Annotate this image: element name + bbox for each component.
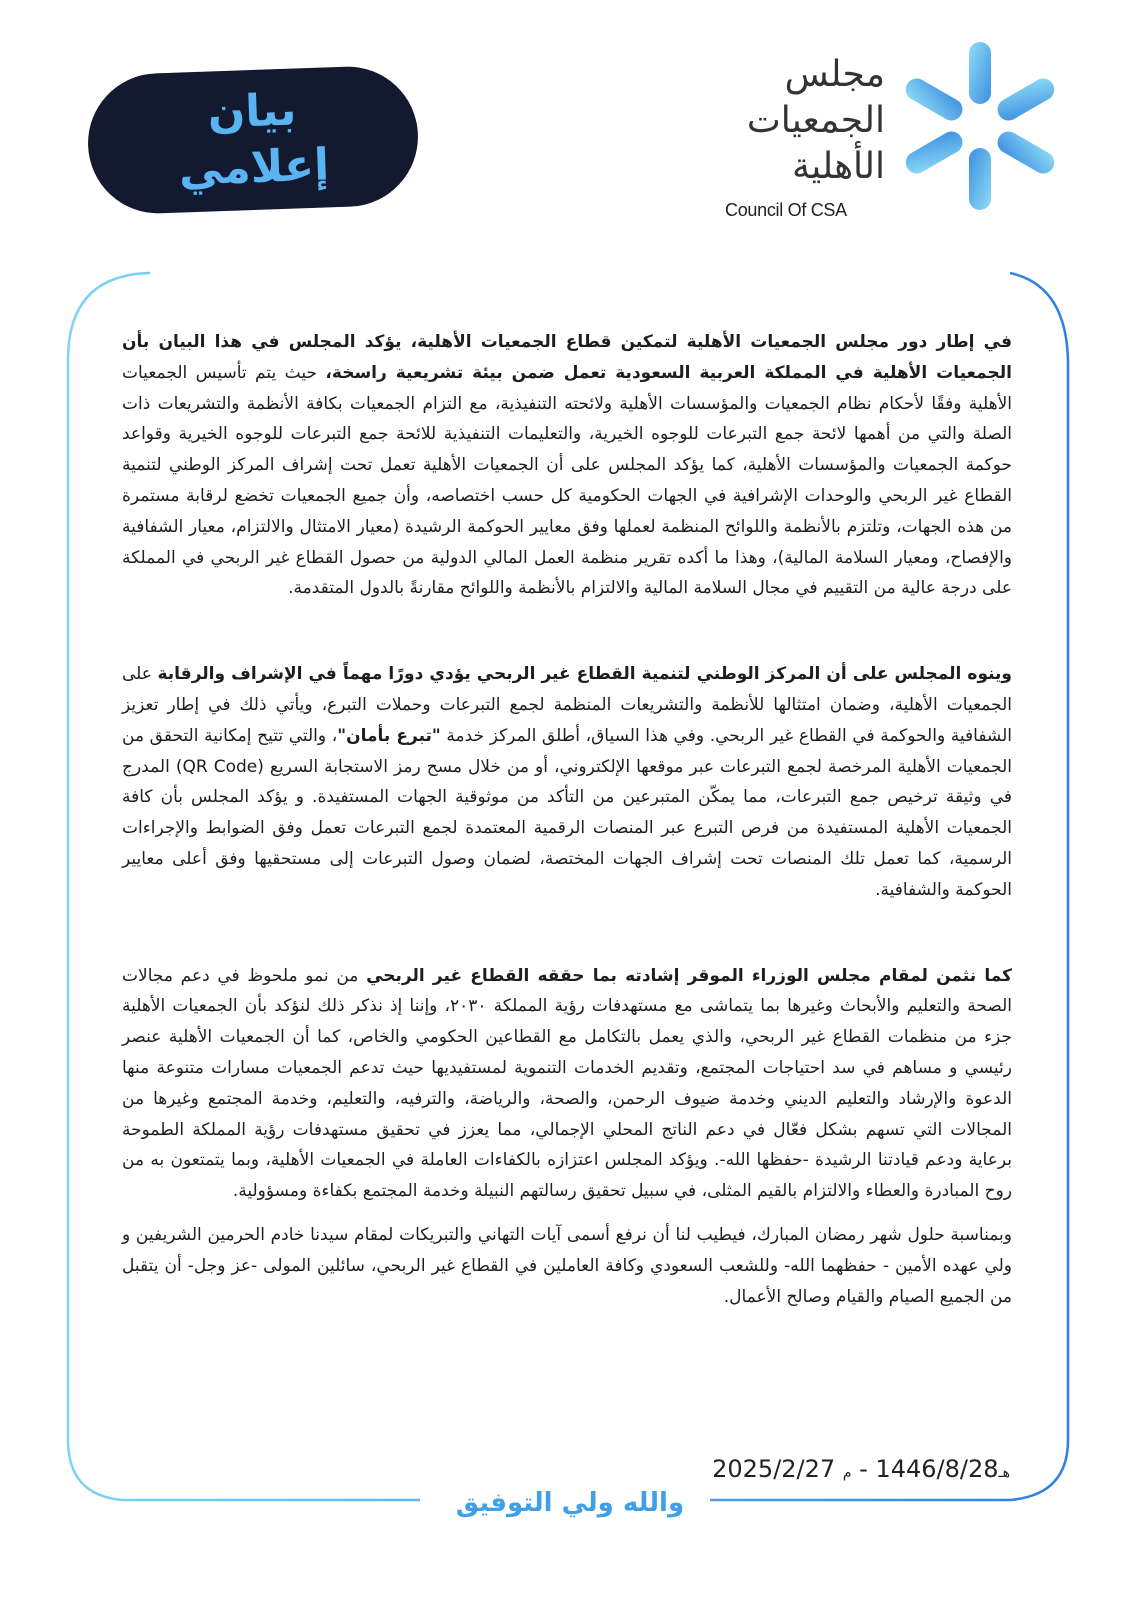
closing-phrase: والله ولي التوفيق <box>455 1488 685 1518</box>
statement-body <box>122 327 1012 1312</box>
statement-date <box>700 1455 1010 1483</box>
donate-safely-service: "تبرع بأمان" <box>337 725 441 746</box>
paragraph-national-center-bold: وينوه المجلس على أن المركز الوطني لتنمية القطاع غير الربحي يؤدي دورًا مهماً في الإشراف والرقابة <box>157 664 1012 685</box>
paragraph-national-center-text-b: ، والتي تتيح إمكانية التحقق من الجمعيات الأهلية المرخصة لجمع التبرعات عبر موقعها الإلكتروني، أو من خلال مسح رمز الاستجابة السريع (QR Code) المدرج في وثيقة ترخيص جمع التبرعات، مما يمكّن المتبرعين من التأكد من موثوقية الجهات المستفيدة. و يؤكد المجلس بأن كافة الجمعيات الأهلية المستفيدة من فرص التبرع عبر المنصات الرقمية المعتمدة لجمع التبرعات تعمل وفق الضوابط والإجراءات الرسمية، كما تعمل تلك المنصات تحت إشراف الجهات المختصة، لضمان وصول التبرعات إلى مستحقيها وفق أعلى معايير الحوكمة والشفافية. <box>122 725 1013 900</box>
hijri-date: 1446/8/28 <box>875 1455 999 1483</box>
logo-line-2: الجمعيات <box>746 100 885 141</box>
logo-line-3: الأهلية <box>791 146 885 187</box>
paragraph-cabinet-bold: كما نثمن لمقام مجلس الوزراء الموقر إشادته بما حققه القطاع غير الربحي <box>366 965 1012 986</box>
logo-line-1: مجلس <box>784 54 885 95</box>
paragraph-intro-text: حيث يتم تأسيس الجمعيات الأهلية وفقًا لأحكام نظام الجمعيات والمؤسسات الأهلية ولائحته التنفيذية، مع التزام الجمعيات بكافة الأنظمة والتشريعات ذات الصلة والتي من أهمها لائحة جمع التبرعات للوجوه الخيرية، والتعليمات التنفيذية للائحة جمع التبرعات للوجوه الخيرية وقواعد حوكمة الجمعيات والمؤسسات الأهلية، كما يؤكد المجلس على أن الجمعيات الأهلية تعمل تحت إشراف المركز الوطني لتنمية القطاع غير الربحي والوحدات الإشرافية في الجهات الحكومية كل حسب اختصاصه، وأن جميع الجمعيات تخضع لرقابة مستمرة من هذه الجهات، وتلتزم بالأنظمة واللوائح المنظمة لعملها وفق معايير الحوكمة الرشيدة (معيار الامتثال والالتزام، معيار الشفافية والإفصاح، ومعيار السلامة المالية)، وهذا ما أكده تقرير منظمة العمل المالي الدولية من حصول القطاع غير الربحي في المملكة على درجة عالية من التقييم في مجال السلامة المالية والالتزام بالأنظمة واللوائح مقارنةً بالدول المتقدمة. <box>122 362 1012 599</box>
paragraph-ramadan <box>122 1220 1012 1312</box>
hijri-unit: هـ <box>998 1465 1010 1481</box>
date-separator: - <box>859 1455 868 1483</box>
logo-english-name: Council Of CSA <box>725 200 847 220</box>
paragraph-cabinet-text: من نمو ملحوظ في دعم مجالات الصحة والتعليم والأبحاث وغيرها بما يتماشى مع مستهدفات رؤية المملكة ٢٠٣٠، وإننا إذ نذكر ذلك لنؤكد بأن الجمعيات الأهلية جزء من منظمات القطاع غير الربحي، والذي يعمل بالتكامل مع القطاعين الحكومي والخاص، كما أن الجمعيات الأهلية عنصر رئيسي و مساهم في سد احتياجات المجتمع، وتقديم الخدمات التنموية لمستفيديها حيث تدعم الجمعيات مسارات متنوعة منها الدعوة والإرشاد والتعليم الديني وخدمة ضيوف الرحمن، والصحة، والرياضة، والترفيه، والتعليم، وخدمة المجتمع وغيرها من المجالات التي تسهم بشكل فعّال في دعم الناتج المحلي الإجمالي، مما يعزز في تحقيق مستهدفات رؤية المملكة الطموحة برعاية ودعم قيادتنا الرشيدة -حفظها الله-. ويؤكد المجلس اعتزازه بالكفاءات العاملة في الجمعيات الأهلية، وبما يتمتعون به من روح المبادرة والعطاء والالتزام بالقيم المثلى، في سبيل تحقيق رسالتهم النبيلة وخدمة المجتمع بكفاءة ومسؤولية. <box>122 965 1012 1202</box>
badge-line-2: إعلامي <box>177 139 330 196</box>
gregorian-unit: م <box>842 1465 852 1481</box>
paragraph-intro-bold: في إطار دور مجلس الجمعيات الأهلية لتمكين قطاع الجمعيات الأهلية، يؤكد المجلس في هذا البيان بأن الجمعيات الأهلية في المملكة العربية السعودية تعمل ضمن بيئة تشريعية راسخة، <box>122 332 1012 383</box>
paragraph-cabinet <box>122 961 1012 1207</box>
paragraph-national-center <box>122 659 1012 905</box>
paragraph-ramadan-text: وبمناسبة حلول شهر رمضان المبارك، فيطيب لنا أن نرفع أسمى آيات التهاني والتبريكات لمقام سيدنا خادم الحرمين الشريفين و ولي عهده الأمين - حفظهما الله- وللشعب السعودي وكافة العاملين في القطاع غير الربحي، سائلين المولى -عز وجل- أن يتقبل من الجميع الصيام والقيام وصالح الأعمال. <box>122 1224 1012 1307</box>
paragraph-intro <box>122 327 1012 604</box>
paragraph-national-center-text-a: على الجمعيات الأهلية، وضمان امتثالها للأنظمة والتشريعات المنظمة لجمع التبرعات وحملات التبرع، ويأتي ذلك في إطار تعزيز الشفافية والحوكمة في القطاع غير الربحي. وفي هذا السياق، أطلق المركز خدمة <box>122 664 1012 746</box>
badge-line-1: بيان <box>206 84 298 139</box>
gregorian-date: 2025/2/27 <box>712 1455 836 1483</box>
